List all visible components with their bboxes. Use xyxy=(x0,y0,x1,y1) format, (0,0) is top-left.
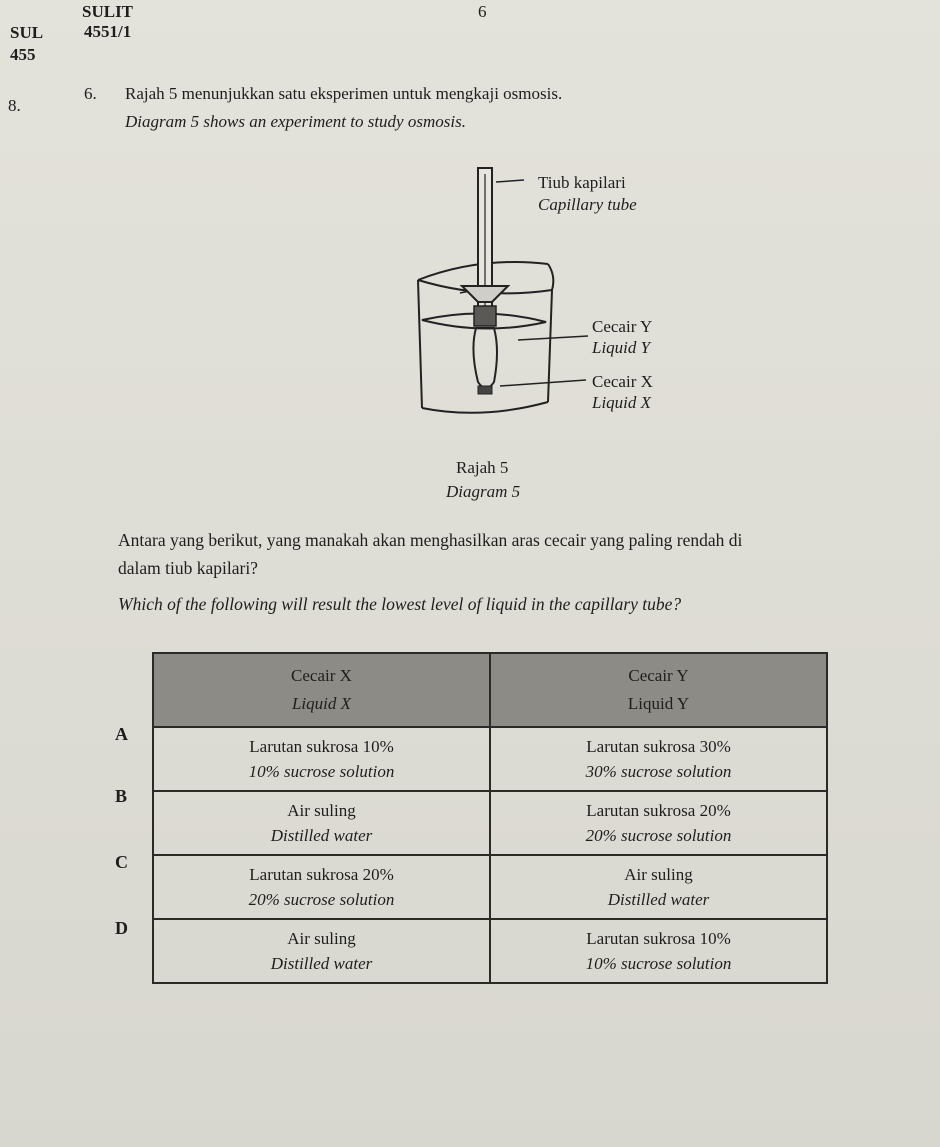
sulit-label: SULIT xyxy=(82,2,134,21)
cell-text-malay: Larutan sukrosa 20% xyxy=(249,865,394,884)
option-d-liquid-y xyxy=(490,919,827,983)
cell-text-english: 20% sucrose solution xyxy=(248,890,395,909)
table-row[interactable] xyxy=(153,855,827,919)
cell-text-malay: Air suling xyxy=(287,929,356,948)
option-b-liquid-x xyxy=(153,791,490,855)
paper-code: 4551/1 xyxy=(84,22,132,41)
option-a-liquid-y xyxy=(490,727,827,791)
dialysis-bag xyxy=(473,328,497,388)
left-code-upper: SUL xyxy=(10,23,44,42)
cell-text-english: 10% sucrose solution xyxy=(248,762,395,781)
cell-text-english: 20% sucrose solution xyxy=(585,826,732,845)
label-liquid-y-malay: Cecair Y xyxy=(592,317,653,336)
table-row[interactable] xyxy=(153,791,827,855)
option-b-liquid-y xyxy=(490,791,827,855)
left-code-lower: 455 xyxy=(10,45,36,64)
cell-text-english: Distilled water xyxy=(607,890,710,909)
label-liquid-x-english: Liquid X xyxy=(592,393,652,412)
option-a-label[interactable]: A xyxy=(115,724,128,744)
cell-text-english: Distilled water xyxy=(270,826,373,845)
option-d-label[interactable]: D xyxy=(115,918,128,938)
cell-text-malay: Larutan sukrosa 20% xyxy=(586,801,731,820)
header-x-english: Liquid X xyxy=(291,694,352,713)
cell-text-malay: Air suling xyxy=(287,801,356,820)
table-header-row xyxy=(153,653,827,727)
cell-text-malay: Larutan sukrosa 10% xyxy=(586,929,731,948)
table-row[interactable] xyxy=(153,919,827,983)
option-b-label[interactable]: B xyxy=(115,786,128,806)
option-d-liquid-x xyxy=(153,919,490,983)
left-margin-code xyxy=(10,22,43,66)
table-row[interactable] xyxy=(153,727,827,791)
margin-question-number: 8. xyxy=(8,96,21,115)
question-stem-malay: Rajah 5 menunjukkan satu eksperimen untuk mengkaji osmosis. xyxy=(125,84,563,103)
question-number: 6. xyxy=(84,84,97,103)
diagram-caption-malay: Rajah 5 xyxy=(456,458,509,477)
header-y-malay: Cecair Y xyxy=(628,666,689,685)
diagram-caption-english: Diagram 5 xyxy=(446,482,521,501)
cell-text-malay: Larutan sukrosa 30% xyxy=(586,737,731,756)
header-x-malay: Cecair X xyxy=(291,666,352,685)
prompt-malay-line1: Antara yang berikut, yang manakah akan menghasilkan aras cecair yang paling rendah di xyxy=(118,530,743,550)
cell-text-english: 30% sucrose solution xyxy=(585,762,732,781)
page-number: 6 xyxy=(478,2,487,21)
option-c-label[interactable]: C xyxy=(115,852,128,872)
header-y-english: Liquid Y xyxy=(627,694,690,713)
bag-neck xyxy=(462,286,508,302)
option-a-liquid-x xyxy=(153,727,490,791)
option-c-liquid-x xyxy=(153,855,490,919)
prompt-english: Which of the following will result the lowest level of liquid in the capillary tube? xyxy=(118,594,682,614)
cell-text-english: Distilled water xyxy=(270,954,373,973)
prompt-malay-line2: dalam tiub kapilari? xyxy=(118,558,258,578)
label-liquid-y-english: Liquid Y xyxy=(592,338,651,357)
header-liquid-x xyxy=(153,653,490,727)
options-table xyxy=(152,652,828,984)
label-liquid-x-malay: Cecair X xyxy=(592,372,653,391)
header-liquid-y xyxy=(490,653,827,727)
question-stem-english: Diagram 5 shows an experiment to study osmosis. xyxy=(125,112,466,131)
cell-text-malay: Larutan sukrosa 10% xyxy=(249,737,394,756)
cell-text-english: 10% sucrose solution xyxy=(585,954,732,973)
label-capillary-english: Capillary tube xyxy=(538,195,637,214)
label-capillary-malay: Tiub kapilari xyxy=(538,173,626,192)
option-c-liquid-y xyxy=(490,855,827,919)
cell-text-malay: Air suling xyxy=(624,865,693,884)
